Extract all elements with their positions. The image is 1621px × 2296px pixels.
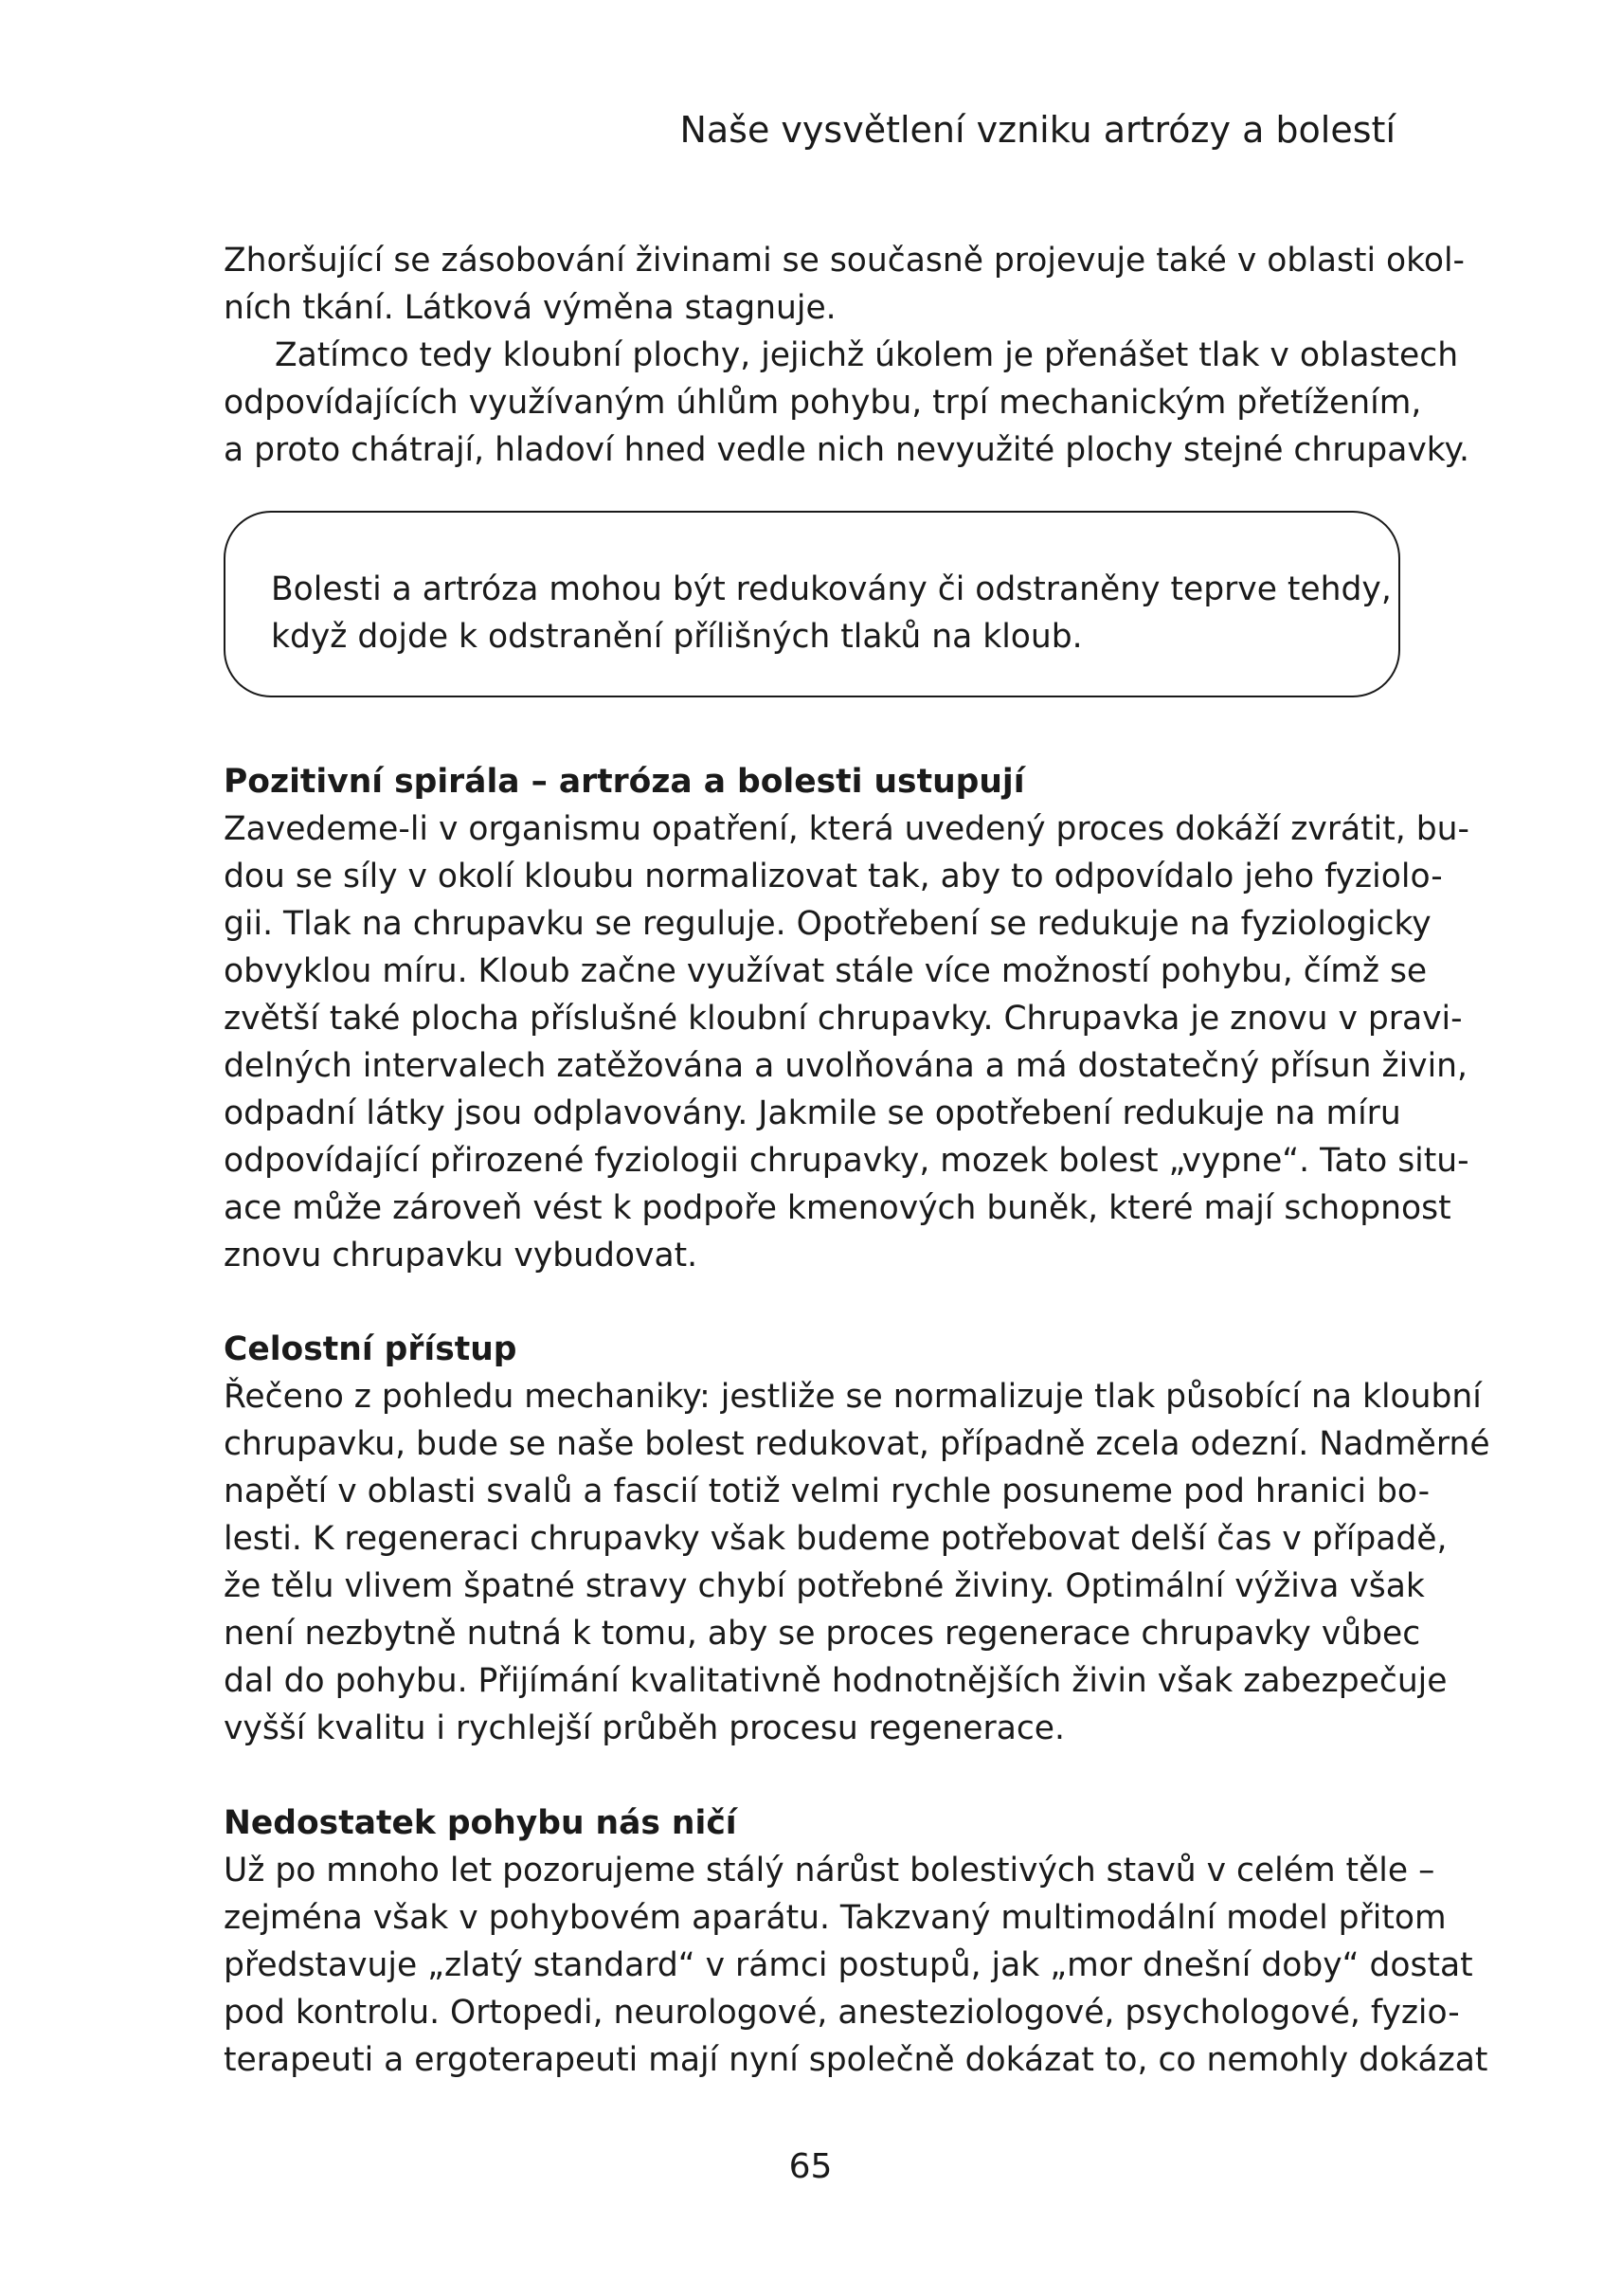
text-line: dou se síly v okolí kloubu normalizovat tak, aby to odpovídalo jeho fyziolo- [224, 858, 1443, 895]
callout-line: když dojde k odstranění přílišných tlaků na kloub. [271, 618, 1083, 656]
text-line: odpovídajících využívaným úhlům pohybu, trpí mechanickým přetížením, [224, 384, 1422, 422]
callout-line: Bolesti a artróza mohou být redukovány či odstraněny teprve tehdy, [271, 570, 1392, 608]
text-line: obvyklou míru. Kloub začne využívat stále více možností pohybu, čímž se [224, 952, 1428, 990]
section-celostni-pristup [224, 1326, 1490, 1752]
text-line: pod kontrolu. Ortopedi, neurologové, anesteziologové, psychologové, fyzio- [224, 1994, 1460, 2032]
text-line: odpovídající přirozené fyziologii chrupavky, mozek bolest „vypne“. Tato situ- [224, 1142, 1469, 1180]
text-line: že tělu vlivem špatné stravy chybí potřebné živiny. Optimální výživa však [224, 1567, 1425, 1605]
running-header: Naše vysvětlení vzniku artrózy a bolestí [679, 109, 1396, 151]
intro-text [224, 237, 1469, 474]
section-heading: Nedostatek pohybu nás ničí [224, 1804, 737, 1842]
text-line: odpadní látky jsou odplavovány. Jakmile se opotřebení redukuje na míru [224, 1094, 1401, 1132]
text-line: ace může zároveň vést k podpoře kmenových buněk, které mají schopnost [224, 1189, 1451, 1227]
text-line: není nezbytně nutná k tomu, aby se proces regenerace chrupavky vůbec [224, 1615, 1421, 1653]
text-line: zvětší také plocha příslušné kloubní chrupavky. Chrupavka je znovu v pravi- [224, 1000, 1463, 1038]
page-number: 65 [788, 2147, 833, 2186]
callout-box [224, 511, 1400, 697]
section-heading: Pozitivní spirála – artróza a bolesti ustupují [224, 763, 1025, 801]
text-line: gii. Tlak na chrupavku se reguluje. Opotřebení se redukuje na fyziologicky [224, 905, 1432, 943]
section-pozitivni-spirala [224, 758, 1469, 1279]
text-line: dal do pohybu. Přijímání kvalitativně hodnotnějších živin však zabezpečuje [224, 1662, 1448, 1700]
text-line: napětí v oblasti svalů a fascií totiž velmi rychle posuneme pod hranici bo- [224, 1473, 1431, 1510]
text-line: ních tkání. Látková výměna stagnuje. [224, 289, 837, 327]
text-line: vyšší kvalitu i rychlejší průběh procesu regenerace. [224, 1709, 1066, 1747]
section-nedostatek-pohybu [224, 1799, 1488, 2084]
text-line: lesti. K regeneraci chrupavky však budeme potřebovat delší čas v případě, [224, 1520, 1448, 1558]
text-line: Zhoršující se zásobování živinami se současně projevuje také v oblasti okol- [224, 242, 1466, 280]
text-line: Zatímco tedy kloubní plochy, jejichž úkolem je přenášet tlak v oblastech [275, 336, 1459, 374]
text-line: Už po mnoho let pozorujeme stálý nárůst bolestivých stavů v celém těle – [224, 1852, 1435, 1889]
text-line: terapeuti a ergoterapeuti mají nyní společně dokázat to, co nemohly dokázat [224, 2041, 1488, 2079]
text-line: chrupavku, bude se naše bolest redukovat, případně zcela odezní. Nadměrné [224, 1425, 1490, 1463]
text-line: představuje „zlatý standard“ v rámci postupů, jak „mor dnešní doby“ dostat [224, 1946, 1473, 1984]
text-line: Řečeno z pohledu mechaniky: jestliže se normalizuje tlak působící na kloubní [224, 1378, 1482, 1416]
text-line: a proto chátrají, hladoví hned vedle nich nevyužité plochy stejné chrupavky. [224, 431, 1469, 469]
text-line: znovu chrupavku vybudovat. [224, 1237, 698, 1275]
text-line: Zavedeme-li v organismu opatření, která uvedený proces dokáží zvrátit, bu- [224, 810, 1469, 848]
callout-text [271, 566, 1392, 660]
text-line: zejména však v pohybovém aparátu. Takzvaný multimodální model přitom [224, 1899, 1447, 1937]
section-heading: Celostní přístup [224, 1330, 517, 1368]
text-line: delných intervalech zatěžována a uvolňována a má dostatečný přísun živin, [224, 1047, 1468, 1085]
